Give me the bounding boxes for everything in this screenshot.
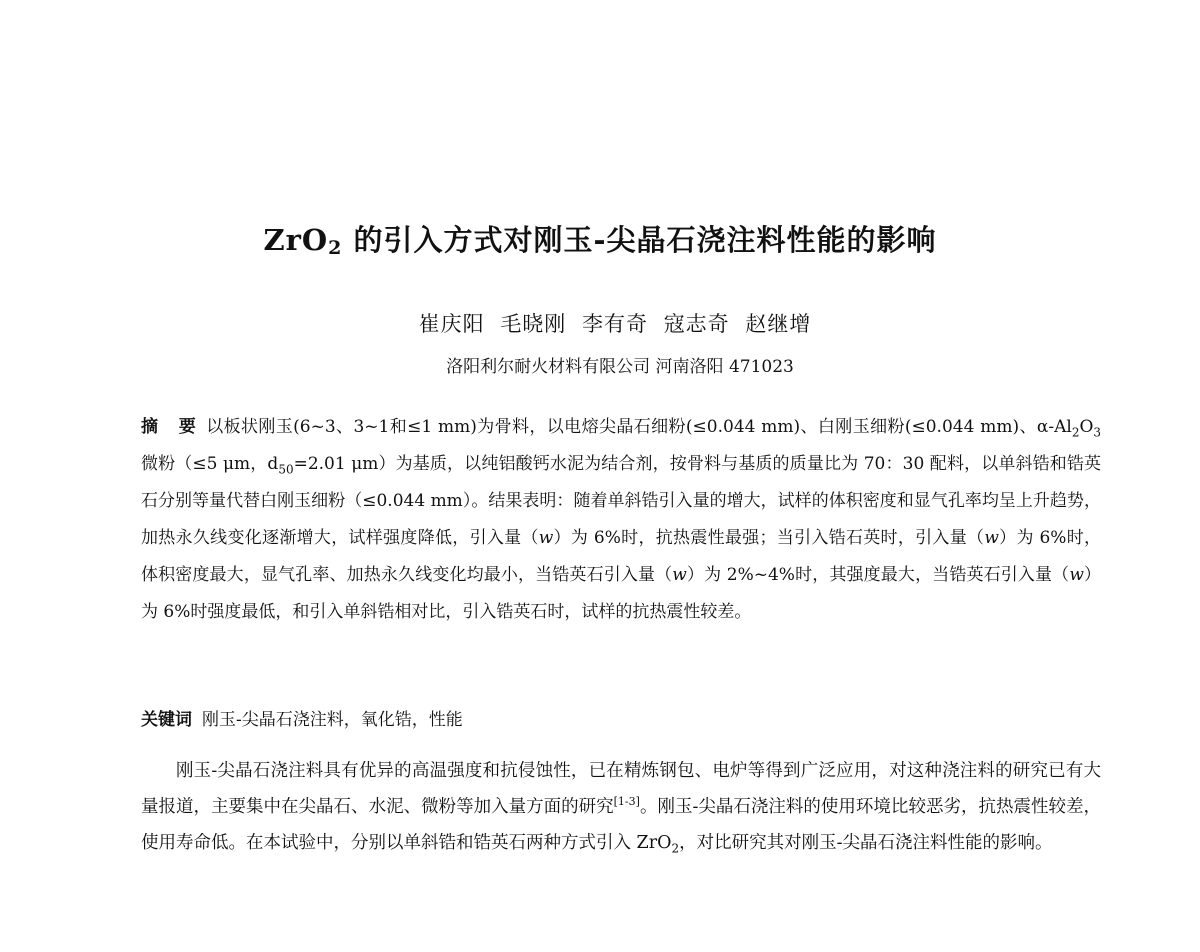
abstract-label	[141, 417, 196, 437]
abstract-text: =2.01 μm）为基质，以纯铝酸钙水泥为结合剂，按骨料与基质的质量比为 70：30 配料，以单斜锆和锆英石分别等量代替白刚玉细粉（≤0.044 mm）。结果表明：随着单斜锆引入量的增大，试样的体积密度和显气孔率均呈上升趋势，加热永久线变化逐渐增大，试样强度降低，引入量（	[141, 454, 1101, 548]
abstract-variable: w	[672, 565, 687, 585]
author-name: 赵继增	[745, 312, 812, 336]
intro-text: 。刚玉-尖晶石浇注料的使用环境比较恶劣，抗热震性较差，使用寿命低。在本试验中，分别以单斜锆和锆英石两种方式引入 ZrO	[141, 797, 1101, 853]
abstract	[141, 409, 1101, 631]
abstract-subscript: 3	[1093, 425, 1102, 440]
abstract-text: ）为 6%时，抗热震性最强；当引入锆石英时，引入量（	[553, 528, 985, 548]
abstract-text: 微粉（≤5 μm，d	[141, 454, 279, 474]
paper-title	[0, 218, 1200, 259]
abstract-variable: w	[1069, 565, 1084, 585]
title-subscript: 2	[328, 237, 343, 259]
keywords-label: 关键词	[141, 710, 192, 730]
author-name: 寇志奇	[663, 312, 730, 336]
abstract-variable: w	[984, 528, 999, 548]
keywords	[141, 702, 1101, 739]
abstract-variable: w	[538, 528, 554, 548]
abstract-label-char: 摘	[141, 417, 159, 437]
abstract-subscript: 2	[1071, 425, 1080, 440]
abstract-text: O	[1079, 417, 1094, 437]
affiliation: 洛阳利尔耐火材料有限公司 河南洛阳 471023	[446, 357, 794, 377]
title-text: 的引入方式对刚玉-尖晶石浇注料性能的影响	[342, 223, 937, 257]
intro-text: ，对比研究其对刚玉-尖晶石浇注料性能的影响。	[679, 833, 1053, 853]
author-name: 毛晓刚	[500, 312, 567, 336]
abstract-text: ）为 6%时，体积密度最大，显气孔率、加热永久线变化均最小，当锆英石引入量（	[141, 528, 1102, 585]
author-name: 李有奇	[582, 312, 648, 336]
author-list	[0, 308, 1200, 338]
intro-text: 刚玉-尖晶石浇注料具有优异的高温强度和抗侵蚀性，已在精炼钢包、电炉等得到广泛应用，对这种浇注料的研究已有大量报道，主要集中在尖晶石、水泥、微粉等加入量方面的研究	[141, 761, 1101, 817]
author-name: 崔庆阳	[418, 312, 485, 336]
abstract-text: 以板状刚玉(6~3、3~1和≤1 mm)为骨料，以电熔尖晶石细粉(≤0.044 mm)、白刚玉细粉(≤0.044 mm)、α-Al	[206, 417, 1072, 437]
intro-paragraph	[141, 753, 1101, 861]
abstract-label-char: 要	[178, 417, 197, 437]
title-formula: ZrO	[263, 223, 329, 257]
abstract-text: ）为 2%~4%时，其强度最大，当锆英石引入量（	[686, 565, 1070, 585]
abstract-text: ）为 6%时强度最低，和引入单斜锆相对比，引入锆英石时，试样的抗热震性较差。	[141, 565, 1102, 622]
keywords-text: 刚玉-尖晶石浇注料，氧化锆，性能	[202, 710, 463, 730]
intro-subscript: 2	[671, 841, 680, 856]
abstract-subscript: 50	[278, 462, 294, 477]
citation-ref: [1-3]	[613, 795, 640, 809]
